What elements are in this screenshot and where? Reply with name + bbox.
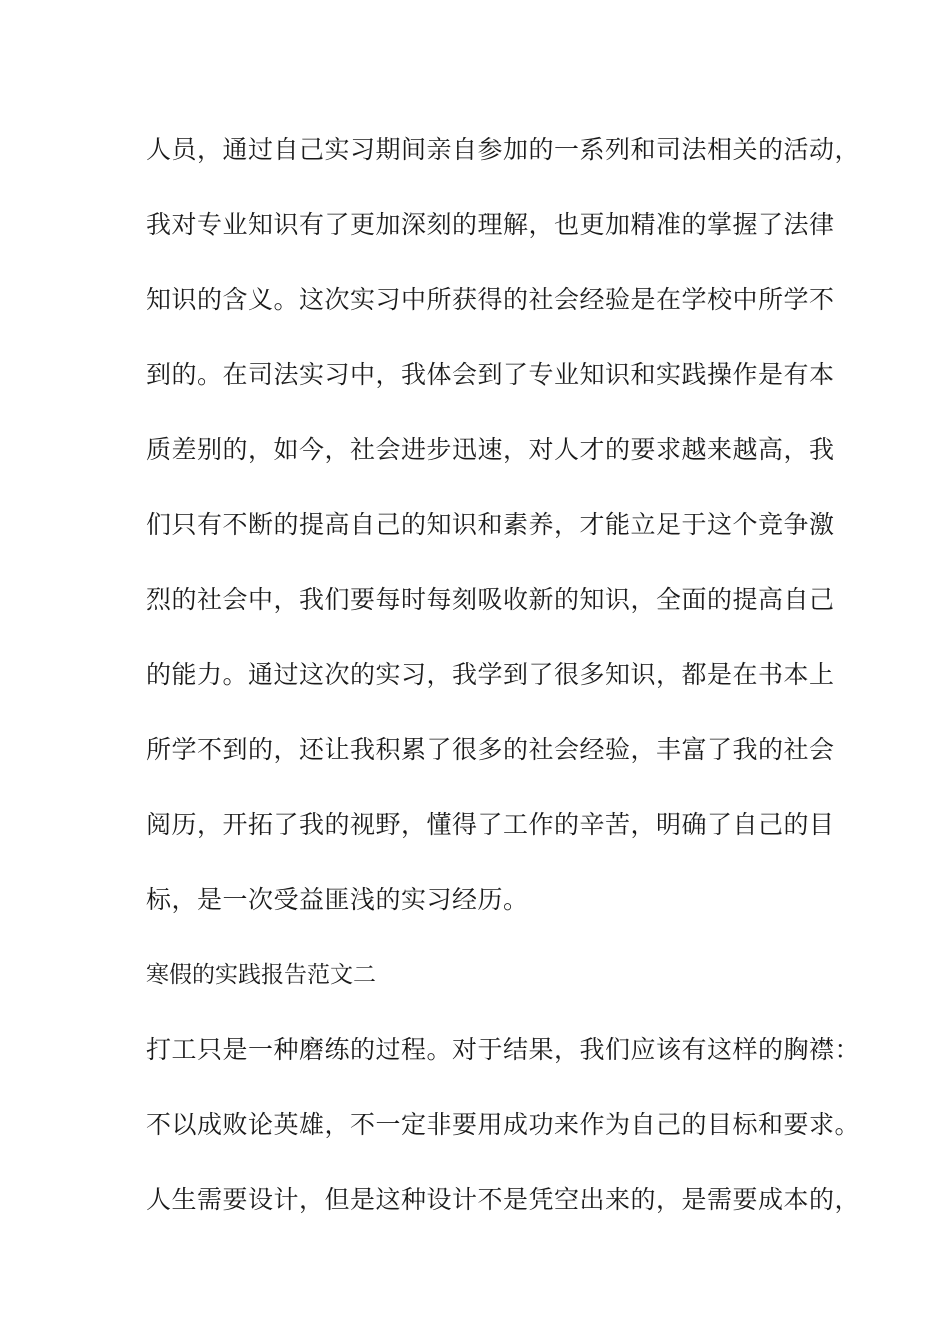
text-line: 打工只是一种磨练的过程。对于结果，我们应该有这样的胸襟：: [146, 1035, 861, 1064]
text-line: 人生需要设计，但是这种设计不是凭空出来的，是需要成本的，: [146, 1185, 861, 1214]
text-line: 阅历，开拓了我的视野，懂得了工作的辛苦，明确了自己的目: [146, 810, 835, 839]
text-line: 到的。在司法实习中，我体会到了专业知识和实践操作是有本: [146, 360, 835, 389]
text-line: 质差别的，如今，社会进步迅速，对人才的要求越来越高，我: [146, 435, 835, 464]
text-line: 不以成败论英雄，不一定非要用成功来作为自己的目标和要求。: [146, 1110, 861, 1139]
text-line: 的能力。通过这次的实习，我学到了很多知识，都是在书本上: [146, 660, 835, 689]
text-line: 人员，通过自己实习期间亲自参加的一系列和司法相关的活动，: [146, 135, 861, 164]
text-line: 所学不到的，还让我积累了很多的社会经验，丰富了我的社会: [146, 735, 835, 764]
text-line: 我对专业知识有了更加深刻的理解，也更加精准的掌握了法律: [146, 210, 835, 239]
text-line: 烈的社会中，我们要每时每刻吸收新的知识，全面的提高自己: [146, 585, 835, 614]
text-line: 们只有不断的提高自己的知识和素养，才能立足于这个竞争激: [146, 510, 835, 539]
section-heading: 寒假的实践报告范文二: [146, 962, 376, 988]
text-line: 知识的含义。这次实习中所获得的社会经验是在学校中所学不: [146, 285, 835, 314]
document-body: [146, 130, 861, 1255]
text-line: 标，是一次受益匪浅的实习经历。: [146, 885, 529, 914]
